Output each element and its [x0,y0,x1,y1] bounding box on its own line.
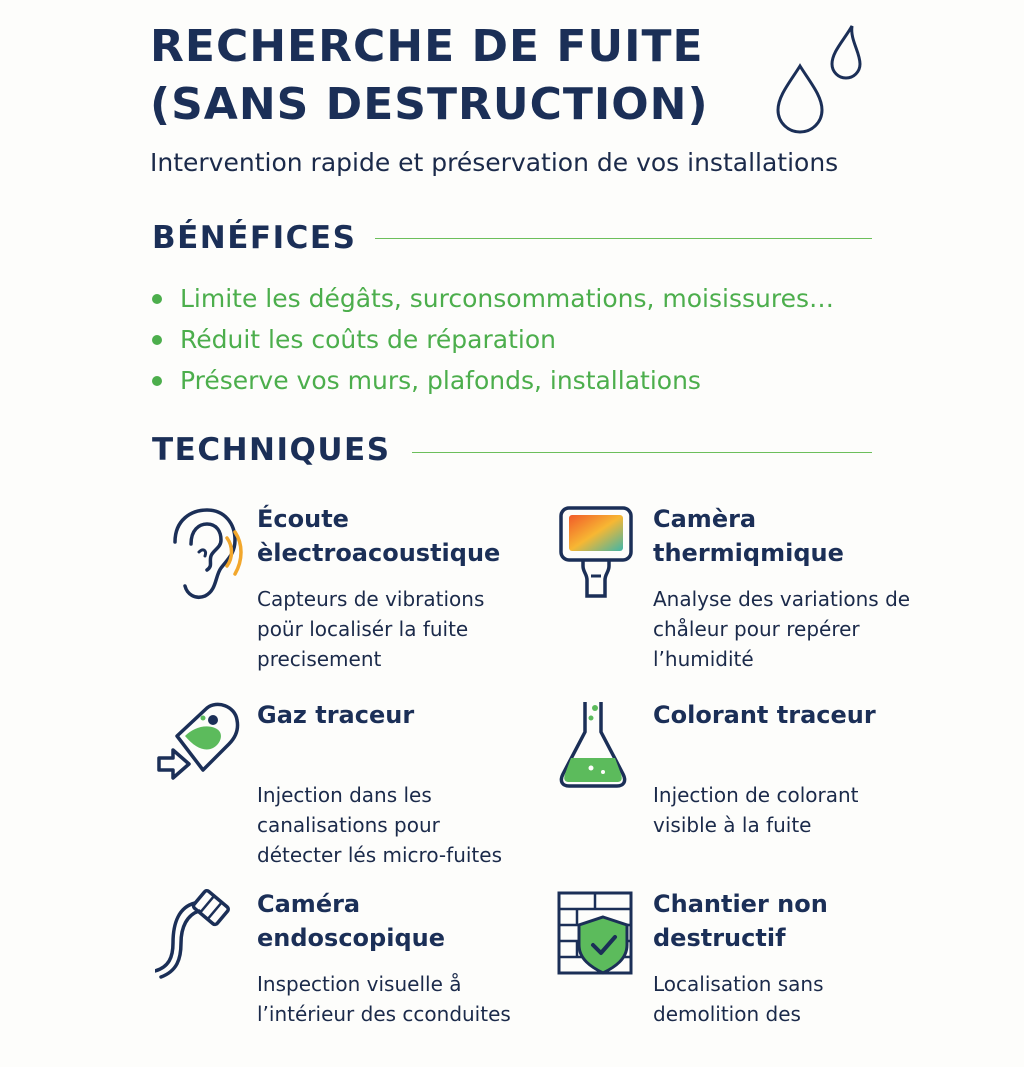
thermal-camera-icon [551,502,647,602]
tracer-gas-icon [155,698,251,798]
technique-card [551,698,931,878]
bullet-icon [152,376,162,386]
technique-card [155,502,535,682]
endoscope-icon [155,887,251,987]
technique-name: Gaz traceur [257,701,415,729]
technique-description: Capteurs de vibrations poür localisér la fuite precisement [257,587,485,671]
page-title: RECHERCHE DE FUITE (SANS DESTRUCTION) [150,21,709,130]
benefit-item: Préserve vos murs, plafonds, installations [150,360,834,401]
benefits-heading: BÉNÉFICES [152,220,357,256]
water-drops-icon [770,20,880,140]
wall-shield-icon [551,887,647,987]
technique-name: Caméra endoscopique [257,890,445,952]
benefit-item: Réduit les coûts de réparation [150,319,834,360]
technique-name: Chantier non destructif [653,890,828,952]
technique-description: Analyse des variations de chåleur pour repérer l’humidité [653,587,911,671]
flask-icon [551,698,647,798]
techniques-divider [412,452,872,453]
technique-description: Injection de colorant visible à la fuite [653,783,859,837]
technique-card [155,887,535,1067]
page-subtitle: Intervention rapide et préservation de vos installations [150,148,839,177]
technique-card [155,698,535,878]
benefits-divider [375,238,872,239]
technique-name: Écoute èlectroacoustique [257,505,501,567]
technique-description: Injection dans les canalisations pour détecter lés micro-fuites [257,783,502,867]
bullet-icon [152,294,162,304]
technique-description: Inspection visuelle å l’intérieur des cconduites [257,972,511,1026]
techniques-heading: TECHNIQUES [152,432,391,468]
technique-card [551,887,931,1067]
technique-card [551,502,931,682]
benefits-list [150,278,834,401]
technique-name: Camèra thermiqmique [653,505,844,567]
technique-description: Localisation sans demolition des [653,972,824,1026]
benefit-item: Limite les dégâts, surconsommations, moisissures… [150,278,834,319]
technique-name: Colorant traceur [653,701,876,729]
bullet-icon [152,335,162,345]
ear-icon [155,502,251,602]
